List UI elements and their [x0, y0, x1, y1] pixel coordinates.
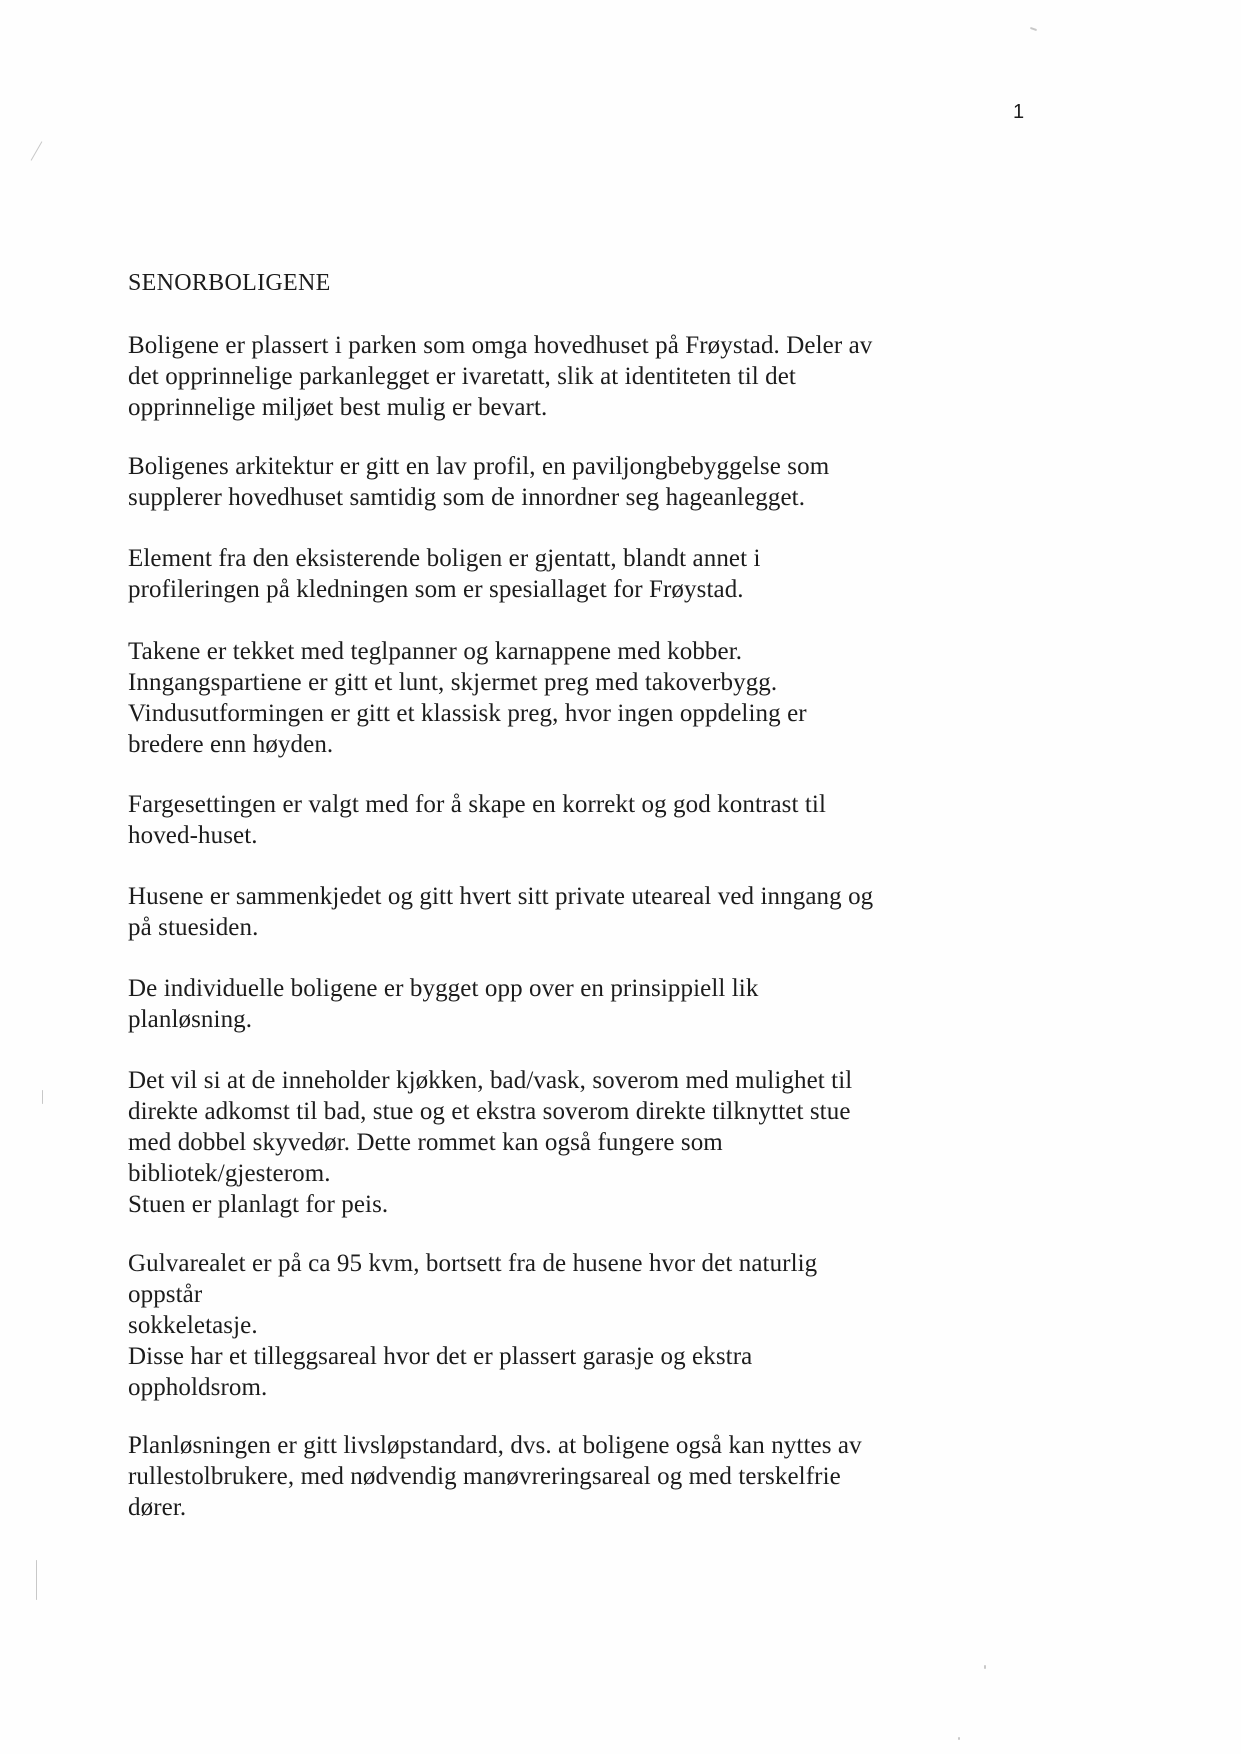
document-title: SENORBOLIGENE — [128, 270, 331, 296]
text-line: hoved-huset. — [128, 822, 258, 849]
text-line: oppstår — [128, 1281, 203, 1308]
scan-speck — [1030, 27, 1037, 31]
paragraph — [128, 881, 873, 943]
paragraph — [128, 1430, 862, 1523]
text-line: supplerer hovedhuset samtidig som de innordner seg hageanlegget. — [128, 484, 806, 511]
text-line: på stuesiden. — [128, 914, 259, 941]
scan-speck — [31, 141, 43, 161]
text-line: Boligenes arkitektur er gitt en lav profil, en paviljongbebyggelse som — [128, 453, 830, 480]
scan-speck — [958, 1737, 960, 1740]
text-line: De individuelle boligene er bygget opp over en prinsippiell lik — [128, 975, 759, 1002]
text-line: bibliotek/gjesterom. — [128, 1160, 331, 1187]
text-line: Stuen er planlagt for peis. — [128, 1191, 389, 1218]
text-line: direkte adkomst til bad, stue og et ekstra soverom direkte tilknyttet stue — [128, 1098, 851, 1125]
scan-speck — [36, 1560, 37, 1600]
text-line: opprinnelige miljøet best mulig er bevart. — [128, 394, 548, 421]
scan-speck — [984, 1665, 986, 1669]
paragraph — [128, 789, 826, 851]
text-line: profileringen på kledningen som er spesiallaget for Frøystad. — [128, 576, 744, 603]
paragraph — [128, 330, 872, 423]
paragraph — [128, 451, 829, 513]
text-line: rullestolbrukere, med nødvendig manøvreringsareal og med terskelfrie — [128, 1463, 841, 1490]
text-line: oppholdsrom. — [128, 1374, 268, 1401]
text-line: med dobbel skyvedør. Dette rommet kan også fungere som — [128, 1129, 723, 1156]
text-line: Gulvarealet er på ca 95 kvm, bortsett fra de husene hvor det naturlig — [128, 1250, 818, 1277]
paragraph — [128, 636, 807, 760]
text-line: Vindusutformingen er gitt et klassisk preg, hvor ingen oppdeling er — [128, 700, 807, 727]
text-line: dører. — [128, 1494, 187, 1521]
text-line: bredere enn høyden. — [128, 731, 334, 758]
page-number: 1 — [1013, 101, 1025, 123]
text-line: Disse har et tilleggsareal hvor det er plassert garasje og ekstra — [128, 1343, 753, 1370]
text-line: det opprinnelige parkanlegget er ivaretatt, slik at identiteten til det — [128, 363, 796, 390]
text-line: sokkeletasje. — [128, 1312, 258, 1339]
text-line: Element fra den eksisterende boligen er gjentatt, blandt annet i — [128, 545, 761, 572]
paragraph — [128, 543, 761, 605]
text-line: Planløsningen er gitt livsløpstandard, dvs. at boligene også kan nyttes av — [128, 1432, 862, 1459]
text-line: planløsning. — [128, 1006, 253, 1033]
paragraph — [128, 1065, 852, 1220]
paragraph — [128, 973, 758, 1035]
text-line: Takene er tekket med teglpanner og karnappene med kobber. — [128, 638, 743, 665]
scan-speck — [42, 1090, 43, 1104]
text-line: Inngangspartiene er gitt et lunt, skjermet preg med takoverbygg. — [128, 669, 778, 696]
text-line: Det vil si at de inneholder kjøkken, bad/vask, soverom med mulighet til — [128, 1067, 853, 1094]
text-line: Husene er sammenkjedet og gitt hvert sitt private uteareal ved inngang og — [128, 883, 874, 910]
text-line: Fargesettingen er valgt med for å skape en korrekt og god kontrast til — [128, 791, 827, 818]
paragraph — [128, 1248, 817, 1403]
text-line: Boligene er plassert i parken som omga hovedhuset på Frøystad. Deler av — [128, 332, 873, 359]
